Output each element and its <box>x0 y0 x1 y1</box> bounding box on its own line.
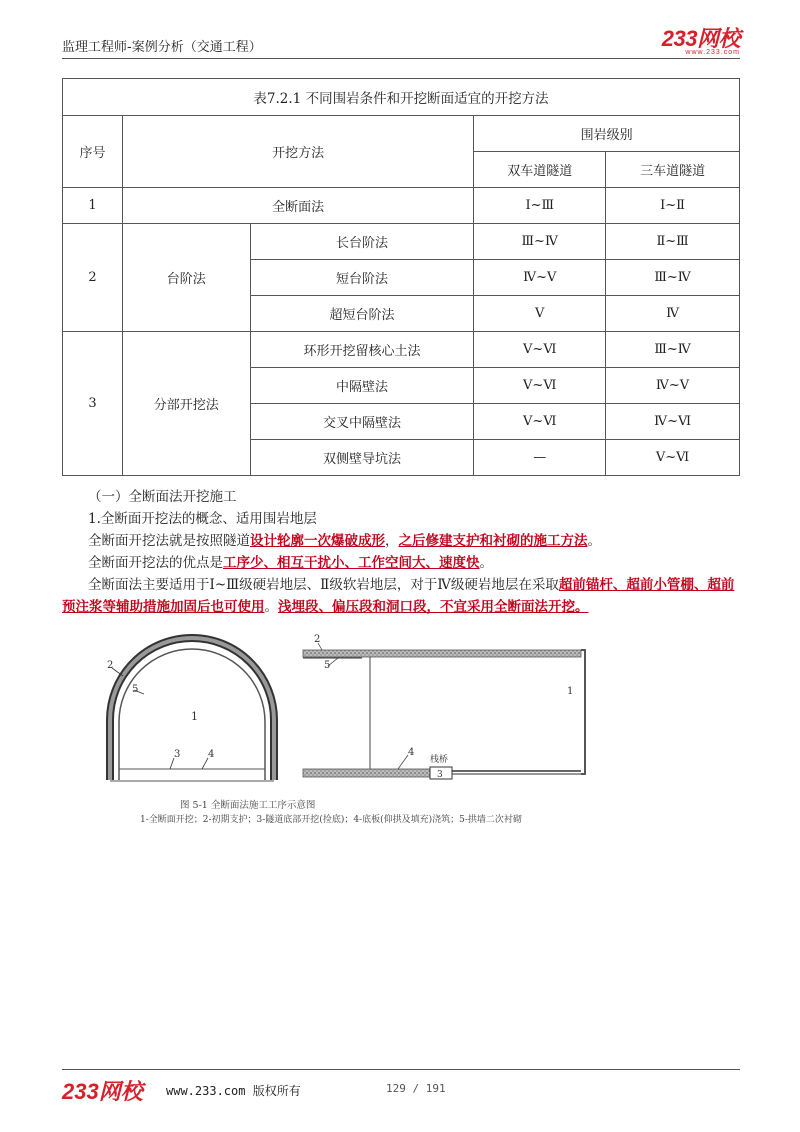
cell-triple: Ⅱ~Ⅲ <box>606 224 740 260</box>
paragraph-applicability <box>62 574 742 618</box>
figure-legend: 1-全断面开挖；2-初期支护；3-隧道底部开挖(捡底)；4-底板(仰拱及填充)浇筑；5-拱墙二次衬砌 <box>140 815 522 825</box>
label-4: 4 <box>208 749 215 760</box>
highlight-text: 之后修建支护和衬砌的施工方法 <box>398 533 588 549</box>
cell-method: 双侧壁导坑法 <box>250 440 474 476</box>
text-span: 全断面法主要适用于Ⅰ~Ⅲ级硬岩地层、Ⅱ级软岩地层，对于Ⅳ级硬岩地层在采取 <box>88 577 559 593</box>
table-row <box>63 332 740 368</box>
page-footer <box>62 1069 740 1104</box>
excavation-methods-table <box>62 78 740 476</box>
cell-seq: 3 <box>63 332 123 476</box>
cell-triple: Ⅰ~Ⅱ <box>606 188 740 224</box>
header-method: 开挖方法 <box>122 116 473 188</box>
highlight-text: 浅埋段、偏压段和洞口段，不宜采用全断面法开挖。 <box>278 599 589 615</box>
text-span: 。 <box>587 533 601 549</box>
label-4: 4 <box>408 747 415 758</box>
cell-double: Ⅰ~Ⅲ <box>474 188 606 224</box>
text-span: 。 <box>264 599 278 615</box>
table-row <box>63 224 740 260</box>
cell-group: 分部开挖法 <box>122 332 250 476</box>
cell-double: Ⅴ~Ⅵ <box>474 404 606 440</box>
text-span: 全断面开挖法就是按照隧道 <box>88 533 250 549</box>
cell-seq: 2 <box>63 224 123 332</box>
header-rock-class: 围岩级别 <box>474 116 740 152</box>
label-3: 3 <box>437 770 443 780</box>
label-5: 5 <box>324 660 331 671</box>
cell-method: 中隔壁法 <box>250 368 474 404</box>
paragraph-advantages <box>62 552 742 574</box>
cell-method: 全断面法 <box>122 188 473 224</box>
logo-brand-text: 233网校 <box>661 26 740 51</box>
highlight-text: 工序少、相互干扰小、工作空间大、速度快 <box>223 555 480 571</box>
paragraph-concept <box>62 530 742 552</box>
cell-method: 短台阶法 <box>250 260 474 296</box>
label-5: 5 <box>132 684 139 695</box>
label-trestle: 栈桥 <box>430 755 449 765</box>
cell-method: 交叉中隔壁法 <box>250 404 474 440</box>
header-seq: 序号 <box>63 116 123 188</box>
full-face-excavation-diagram <box>90 628 610 838</box>
section-heading: （一）全断面法开挖施工 <box>88 489 237 505</box>
cell-triple: Ⅳ <box>606 296 740 332</box>
highlight-text: 设计轮廓一次爆破成形 <box>250 533 385 549</box>
text-span: 全断面开挖法的优点是 <box>88 555 223 571</box>
cell-double: Ⅴ <box>474 296 606 332</box>
table-row <box>63 188 740 224</box>
cell-triple: Ⅴ~Ⅵ <box>606 440 740 476</box>
cell-double: Ⅴ~Ⅵ <box>474 332 606 368</box>
label-1: 1 <box>191 710 198 723</box>
cell-triple: Ⅲ~Ⅳ <box>606 260 740 296</box>
cell-double: Ⅳ~Ⅴ <box>474 260 606 296</box>
header-triple-lane: 三车道隧道 <box>606 152 740 188</box>
footer-copyright: www.233.com 版权所有 <box>166 1084 301 1098</box>
brand-logo <box>662 22 740 56</box>
body-text <box>62 486 742 618</box>
header-double-lane: 双车道隧道 <box>474 152 606 188</box>
page-number: 129 / 191 <box>386 1082 446 1095</box>
cell-group: 台阶法 <box>122 224 250 332</box>
cell-triple: Ⅲ~Ⅳ <box>606 332 740 368</box>
cell-triple: Ⅳ~Ⅴ <box>606 368 740 404</box>
cell-method: 环形开挖留核心土法 <box>250 332 474 368</box>
text-span: ， <box>385 533 399 549</box>
cell-method: 超短台阶法 <box>250 296 474 332</box>
footer-brand-logo: 233网校 <box>62 1079 143 1104</box>
label-2: 2 <box>107 660 114 671</box>
figure-caption: 图 5-1 全断面法施工工序示意图 <box>180 800 316 811</box>
sub-heading: 1.全断面开挖法的概念、适用围岩地层 <box>88 511 317 527</box>
cell-double: Ⅲ~Ⅳ <box>474 224 606 260</box>
cell-double: Ⅴ~Ⅵ <box>474 368 606 404</box>
cell-double: — <box>474 440 606 476</box>
cell-triple: Ⅳ~Ⅵ <box>606 404 740 440</box>
logo-site-text: www.233.com <box>685 49 740 56</box>
label-3: 3 <box>174 749 181 760</box>
highlight-text: 超前锚杆、超前小管棚、超前预注浆等辅助措施加固后也可使用 <box>62 577 735 615</box>
document-title: 监理工程师-案例分析（交通工程） <box>62 40 262 55</box>
page-header <box>62 28 740 59</box>
label-2: 2 <box>314 634 321 645</box>
cell-seq: 1 <box>63 188 123 224</box>
text-span: 。 <box>479 555 493 571</box>
table-caption: 表7.2.1 不同围岩条件和开挖断面适宜的开挖方法 <box>63 79 740 116</box>
label-1: 1 <box>567 686 574 697</box>
cell-method: 长台阶法 <box>250 224 474 260</box>
